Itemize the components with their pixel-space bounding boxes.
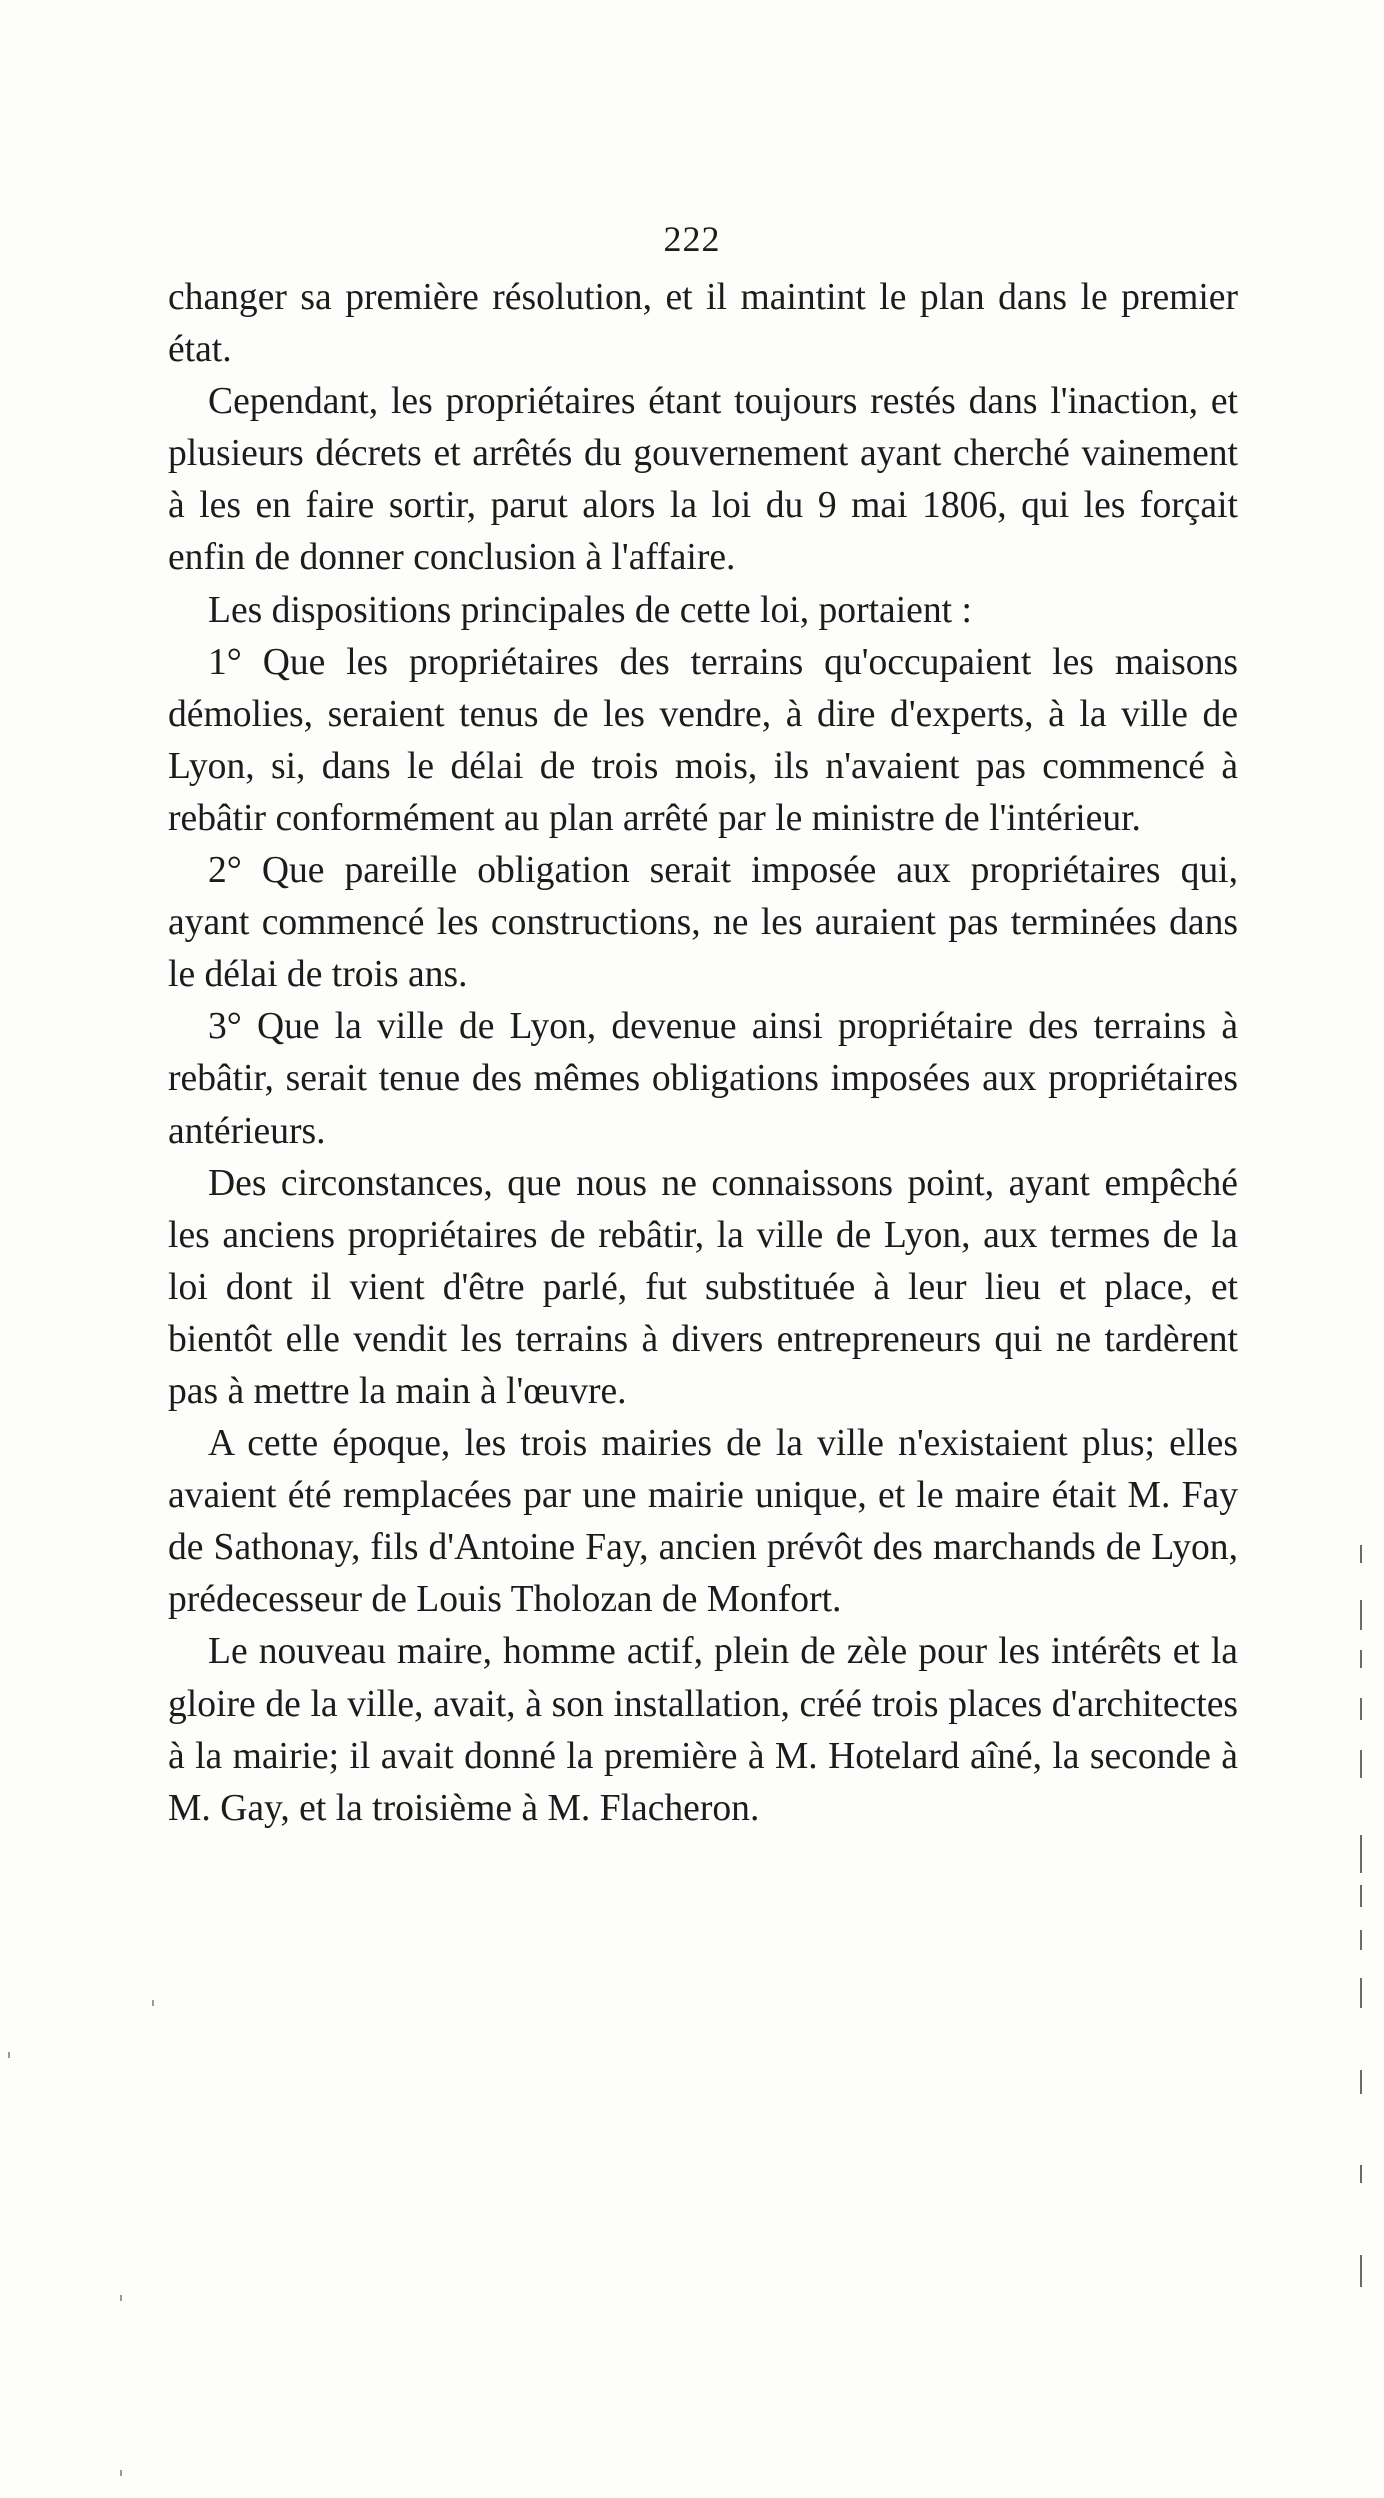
paragraph: A cette époque, les trois mairies de la ville n'existaient plus; elles avaient été remplacées par une mairie unique, et le maire était M. Fay de Sathonay, fils d'Antoine Fay, ancien prévôt des marchands de Lyon, prédecesseur de Louis Tholozan de Monfort. [168,1423,1238,1621]
scan-margin-mark [1360,2070,1362,2094]
scan-margin-mark [1360,1930,1362,1950]
paragraph-continuation: changer sa première résolution, et il maintint le plan dans le premier état. [168,277,1238,371]
scan-margin-mark [1360,1885,1362,1907]
paragraph: 1° Que les propriétaires des terrains qu'occupaient les maisons démolies, seraient tenus de les vendre, à dire d'experts, à la ville de Lyon, si, dans le délai de trois mois, ils n'avaient pas commencé à rebâtir conformément au plan arrêté par le ministre de l'intérieur. [168,641,1238,839]
scan-margin-mark [1360,1698,1362,1720]
paragraph: 2° Que pareille obligation serait imposée aux propriétaires qui, ayant commencé les constructions, ne les auraient pas terminées dans le délai de trois ans. [168,850,1238,996]
paragraph: 3° Que la ville de Lyon, devenue ainsi propriétaire des terrains à rebâtir, serait tenue des mêmes obligations imposées aux propriétaires antérieurs. [168,1006,1238,1152]
scan-speck [152,2000,154,2006]
page-number: 222 [663,219,721,259]
paragraph: Le nouveau maire, homme actif, plein de zèle pour les intérêts et la gloire de la ville, avait, à son installation, créé trois places d'architectes à la mairie; il avait donné la première à M. Hotelard aîné, la seconde à M. Gay, et la troisième à M. Flacheron. [168,1631,1238,1829]
scan-margin-mark [1360,1650,1362,1668]
scan-margin-mark [1360,2255,1362,2287]
body-text [168,272,1238,1835]
scan-margin-mark [1360,1600,1362,1630]
scan-margin-mark [1360,2165,1362,2183]
scan-speck [8,2052,10,2058]
scan-margin-mark [1360,1835,1362,1873]
scan-margin-mark [1360,1545,1362,1563]
paragraph: Des circonstances, que nous ne connaissons point, ayant empêché les anciens propriétaires de rebâtir, la ville de Lyon, aux termes de la loi dont il vient d'être parlé, fut substituée à leur lieu et place, et bientôt elle vendit les terrains à divers entrepreneurs qui ne tardèrent pas à mettre la main à l'œuvre. [168,1162,1238,1412]
scan-speck [120,2470,122,2476]
scan-margin-mark [1360,1978,1362,2008]
scan-margin-mark [1360,1750,1362,1778]
scan-speck [120,2295,122,2301]
paragraph: Les dispositions principales de cette loi, portaient : [208,589,972,631]
paragraph: Cependant, les propriétaires étant toujours restés dans l'inaction, et plusieurs décrets et arrêtés du gouvernement ayant cherché vainement à les en faire sortir, parut alors la loi du 9 mai 1806, qui les forçait enfin de donner conclusion à l'affaire. [168,381,1238,579]
